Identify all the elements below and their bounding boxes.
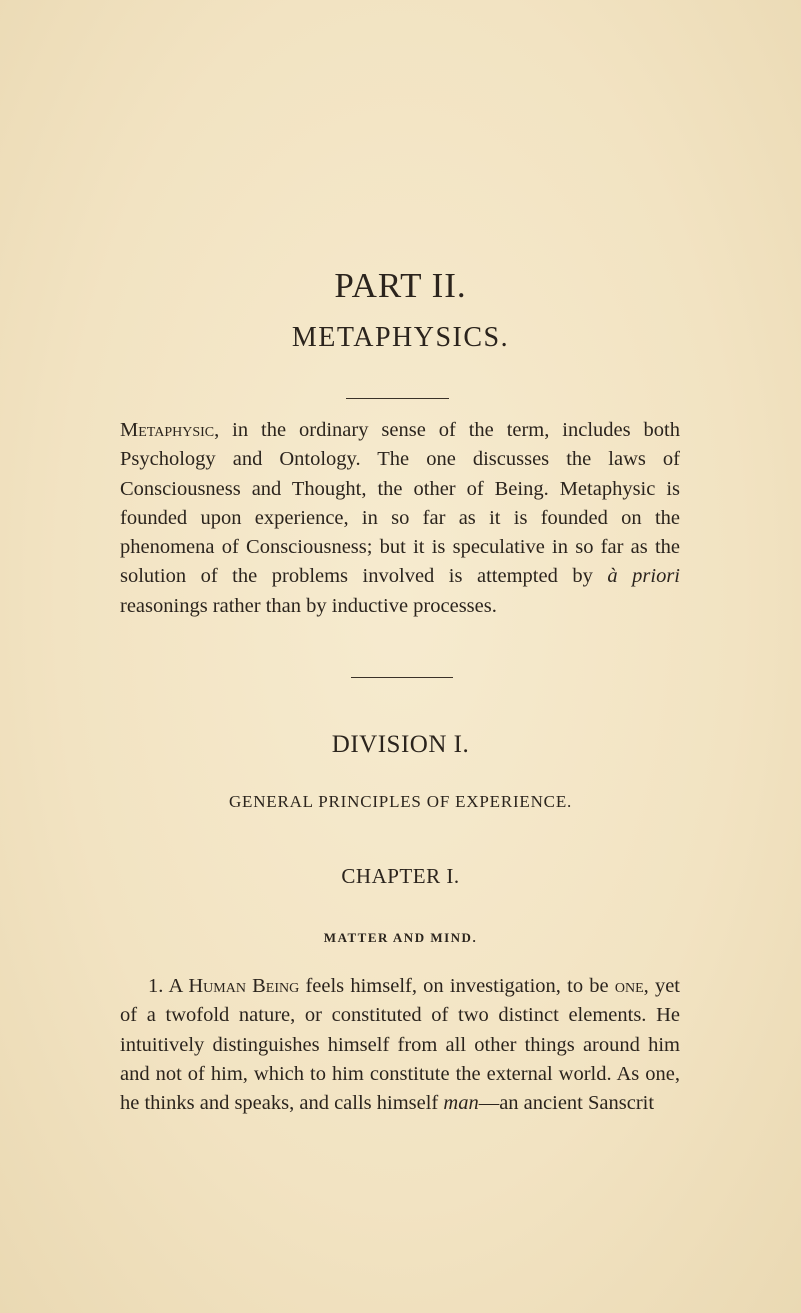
paragraph-text-1: feels himself, on investigation, to be [299, 975, 615, 997]
division-subtitle: GENERAL PRINCIPLES OF EXPERIENCE. [228, 792, 573, 811]
paragraph-1 [120, 972, 680, 1118]
intro-italic: à priori [607, 565, 680, 588]
chapter-heading: CHAPTER I. [341, 864, 460, 888]
paragraph-lead: Human Being [188, 975, 300, 997]
paragraph-number: 1. A [148, 975, 189, 997]
division-heading: DIVISION I. [331, 731, 470, 758]
intro-text: in the ordinary sense of the term, includes both Psychology and Ontology. The one discusses the laws of Consciousness and Thought, the other of Being. Metaphysic is founded upon experience, in so far as it is founded on the phenomena of Consciousness; but it is speculative in so far as the solution of the problems involved is attempted by [120, 419, 680, 588]
intro-lead: Metaphysic, [120, 419, 220, 441]
divider-rule [351, 677, 453, 678]
paragraph-italic: man [443, 1092, 479, 1115]
paragraph-text-2: yet of a twofold nature, or constituted of two distinct elements. He intuitively distinguishes himself from all other things around him and not of him, which to him constitute the external world. As one, he thinks and speaks, and calls himself [120, 975, 681, 1115]
page-title: METAPHYSICS. [291, 322, 510, 353]
part-heading: PART II. [334, 266, 467, 305]
chapter-subtitle: MATTER AND MIND. [323, 930, 478, 945]
paragraph-text-3: —an ancient Sanscrit [478, 1092, 655, 1115]
divider-rule [346, 398, 449, 399]
intro-tail: reasonings rather than by inductive processes. [120, 594, 497, 617]
intro-paragraph [120, 416, 680, 621]
paragraph-one: one, [614, 975, 649, 997]
